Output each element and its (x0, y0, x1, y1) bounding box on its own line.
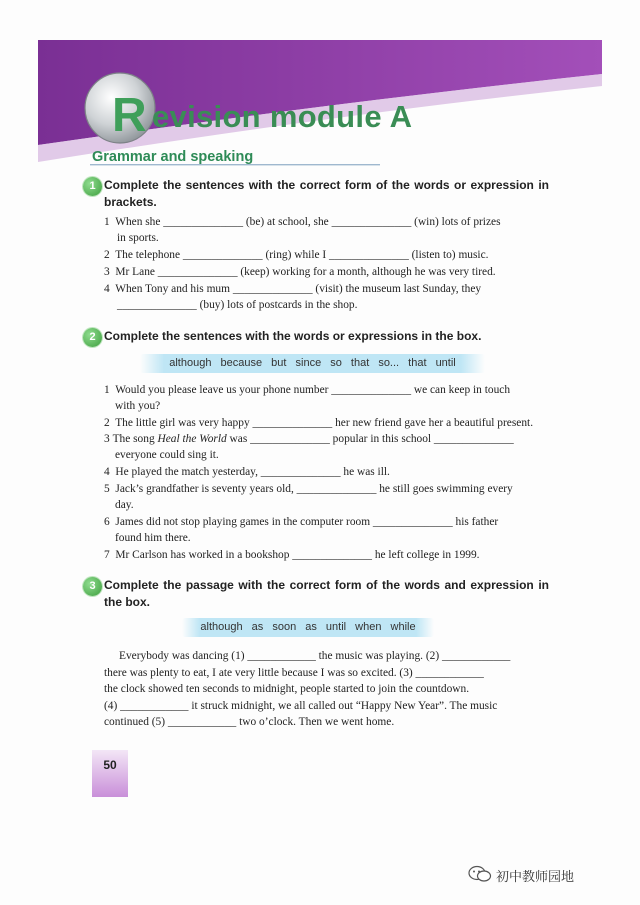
ex2-item-5: 5 Jack’s grandfather is seventy years old, ______________ he still goes swimming every (104, 483, 513, 495)
exercise-2-badge: 2 (83, 328, 102, 347)
ex2-item-6-cont: found him there. (115, 532, 191, 544)
watermark: 初中教师园地 (496, 870, 575, 885)
passage-line-4: (4) ____________ it struck midnight, we all called out “Happy New Year”. The music (104, 700, 498, 712)
page-number: 50 (92, 750, 128, 797)
section-title: Grammar and speaking (92, 149, 254, 165)
wechat-icon (468, 865, 492, 883)
ex1-item-3: 3 Mr Lane ______________ (keep) working for a month, although he was very tired. (104, 266, 496, 278)
ex2-item-6: 6 James did not stop playing games in the computer room ______________ his father (104, 516, 499, 528)
exercise-1-badge: 1 (83, 177, 102, 196)
ex2-item-5-cont: day. (115, 499, 134, 511)
ex1-item-1: 1 When she ______________ (be) at school, she ______________ (win) lots of prizes (104, 216, 501, 228)
ex1-item-4: 4 When Tony and his mum ______________ (visit) the museum last Sunday, they (104, 283, 482, 295)
ex2-item-4: 4 He played the match yesterday, ______________ he was ill. (104, 466, 390, 478)
word-box-3: although as soon as until when while (182, 618, 434, 637)
exercise-3-badge: 3 (83, 577, 102, 596)
ex1-item-4-cont: ______________ (buy) lots of postcards in the shop. (117, 299, 358, 311)
ex2-item-2: 2 The little girl was very happy ______________ her new friend gave her a beautiful present. (104, 417, 534, 429)
passage-line-3: the clock showed ten seconds to midnight, people started to join the countdown. (104, 683, 470, 695)
word-box-2: although because but since so that so... that until (140, 354, 485, 373)
passage-line-5: continued (5) ____________ two o’clock. Then we went home. (104, 716, 395, 728)
page-title: evision module A (152, 99, 413, 134)
ex2-item-3: 3 The song Heal the World was ______________ popular in this school ______________ (104, 433, 514, 445)
ex1-item-1-cont: in sports. (117, 232, 159, 244)
title-initial: R (112, 89, 147, 142)
exercise-2-instruction: Complete the sentences with the words or expressions in the box. (104, 329, 482, 343)
ex2-item-3-cont: everyone could sing it. (115, 449, 219, 461)
ex2-item-1: 1 Would you please leave us your phone number ______________ we can keep in touch (104, 384, 511, 396)
exercise-1-instruction: Complete the sentences with the correct form of the words or expression in brackets. (104, 178, 549, 209)
ex1-item-2: 2 The telephone ______________ (ring) while I ______________ (listen to) music. (104, 249, 489, 261)
ex2-item-1-cont: with you? (115, 400, 161, 412)
exercise-3-instruction: Complete the passage with the correct form of the words and expression in the box. (104, 578, 549, 609)
passage-line-1: Everybody was dancing (1) ____________ the music was playing. (2) ____________ (119, 650, 511, 662)
ex2-item-7: 7 Mr Carlson has worked in a bookshop ______________ he left college in 1999. (104, 549, 480, 561)
passage-line-2: there was plenty to eat, I ate very little because I was so excited. (3) ____________ (104, 667, 484, 679)
